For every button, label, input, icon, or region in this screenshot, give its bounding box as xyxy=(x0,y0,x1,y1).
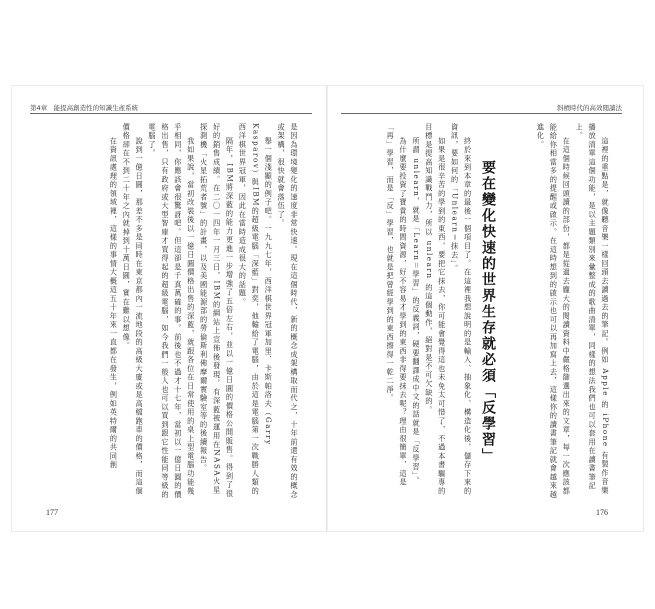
paragraph: 為什麼要投資了寶貴的時間資源，好不容易才學到的東西非得要抹去呢？理由很簡單，這是「再」學習，而是「反」學習，也就是把曾經學到的東西擦得一乾二淨。 xyxy=(386,123,409,488)
paragraph: 我如果說，當初改裝後以一億日圓價格出售的深藍，就跟各位在日常使用的桌上型電腦功能幾乎相同，你應該會很驚訝吧。但這卻是千真萬確的事。前後也不過才十七年，當初以一億日圓的價格出售，只有政府或大型智庫才買得起的超級電腦，如今我們一般人也可以買到跟它性能同等級的電腦了。 xyxy=(148,123,196,500)
paragraph: 舉一個淺顯的例子吧。一九九七年，西洋棋世界冠軍加里．卡斯帕洛夫（Garry Kasparov）與IBM的超級電腦「深藍」對奕，他輸給了電腦，由於這是電腦第一次戰勝人類的西洋棋世界冠軍，因此在當時造成很大的話題。 xyxy=(238,123,274,496)
paragraph: 如果是很辛苦的學到的東西，要把它抹去，你可能會覺得這也未免太可惜了，不過本書驅專的目標是提高知識戰鬥力，所以 unlearn 的這個動作，絕對是不可欠缺的。 xyxy=(424,123,447,497)
paragraph: 終於來到本章的最後一個項目了。在這裡我想說明的是輸入、抽象化、構造化後，儲存下來的資訊，要如何的「Unlearn＝抹去」。 xyxy=(450,123,473,497)
header-rule-right xyxy=(341,113,622,114)
running-header-left: 第4章 能提高創造性的知識生產系統 xyxy=(30,104,139,112)
paragraph: 在這個時候回頭讀的部份，都是從過去龐大的閱讀資料中嚴格篩選出來的文章，每一次應該都能給你相當多的提醒或啟示。在這時想到的啟示也可以再加寫上去，這樣你的讀書筆記就會越來越進化。 xyxy=(536,123,572,500)
paragraph: 在資訊處理的領域裡，這樣的事情大概這五十年來一直都在發生，例如英特爾的共同創 xyxy=(109,137,119,470)
paragraph: 是因為環境變化的速度非常快速。現在這個時代，新的概念成架構取而代之，十年前還有效的概念或架構，很快就會落伍了。 xyxy=(277,123,299,500)
section-heading: 要在變化快速的世界生存就必須「反學習」 xyxy=(480,160,496,464)
running-header-right: 斜槓時代的高效閱讀法 xyxy=(557,104,622,112)
header-rule-left xyxy=(30,113,312,114)
book-gutter xyxy=(326,86,328,531)
paragraph: 說到一億日圓，那差不多是同時在東京都內一流地段的高級大廈或是高檔跑車的價格，而這個價格卻在不到二十年之內就掉到十萬日圓，實在難以想像。 xyxy=(122,123,145,497)
page-number-left: 177 xyxy=(46,508,58,517)
left-page-body xyxy=(46,123,300,500)
page-number-right: 176 xyxy=(596,508,608,517)
paragraph: 所謂 unlearn，就是「Learn＝學習」的反義詞，硬要翻譯成中文的話就是「反學習」。 xyxy=(411,137,421,486)
paragraph: 這裡的重點是，就像聽音樂一樣回頭去讀過去的筆記。例如 Apple 的 iPhone 有製作音樂播放清單這個功能，是以主題類別來彙整成的歌曲清單，同樣的想法我們也可以套用在讀書筆記上。 xyxy=(575,123,610,496)
paragraph: 隔年，IBM將深藍的能力更進一步增強了五倍左右，並以一億日圓的價格公開販售。得到了很好的銷售成績。在二〇一四年一月三日，IBM的網站上宣佈後發現，有深藍被運用在NASA火星探測機「火星拓荒者號」的計畫，以及美國能源部的勞倫斯利佛摩爾實驗室等的後續報告。 xyxy=(199,123,235,499)
